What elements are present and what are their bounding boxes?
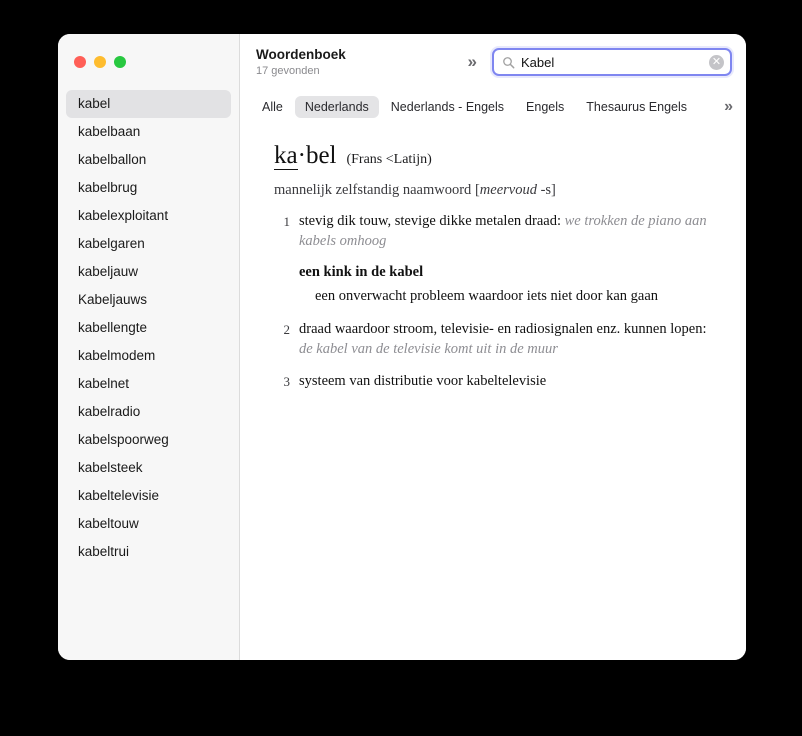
sense-body <box>299 212 716 307</box>
close-window-button[interactable] <box>74 56 86 68</box>
headword-rest: bel <box>305 142 337 169</box>
grammar-line <box>274 182 716 199</box>
sense-entry <box>274 320 716 359</box>
sense-number: 2 <box>283 321 290 337</box>
plural-label: meervoud <box>479 182 537 198</box>
tab-engels[interactable]: Engels <box>526 100 565 114</box>
sense-number: 1 <box>283 214 290 229</box>
tab-thesaurus-engels[interactable]: Thesaurus Engels <box>586 100 688 114</box>
page-title: Woordenboek <box>256 46 346 62</box>
dictionary-tabs <box>240 90 746 124</box>
list-item[interactable]: kabelmodem <box>78 348 156 363</box>
window-controls <box>58 34 239 90</box>
sense-entry <box>274 212 716 307</box>
list-item[interactable]: kabelexploitant <box>78 208 169 223</box>
list-item[interactable]: kabelbaan <box>78 124 141 139</box>
headword-separator: · <box>297 142 306 169</box>
dictionary-entry <box>240 124 746 660</box>
sense-body <box>299 320 716 359</box>
search-icon <box>502 56 515 69</box>
chevron-double-right-icon[interactable]: » <box>467 52 474 71</box>
list-item[interactable]: kabelballon <box>78 152 147 167</box>
main-pane <box>240 34 746 660</box>
list-item[interactable]: kabelnet <box>78 376 130 391</box>
headword <box>274 142 336 170</box>
title-block <box>256 47 454 78</box>
sense-entry <box>274 372 716 392</box>
sense-example: we trokken de piano aan kabels omhoog <box>299 213 707 249</box>
sense-definition: systeem van distributie voor kabeltelevisie <box>299 373 547 390</box>
search-field[interactable] <box>492 48 732 76</box>
list-item[interactable]: kabelbrug <box>78 180 138 195</box>
headword-row <box>274 142 716 170</box>
word-list[interactable] <box>58 90 239 660</box>
list-item[interactable]: Kabeljauws <box>78 292 148 307</box>
tab-nederlands-engels[interactable]: Nederlands - Engels <box>390 100 505 114</box>
toolbar <box>240 34 746 90</box>
sense-definition: draad waardoor stroom, televisie- en radiosignalen enz. kunnen lopen: <box>299 320 707 337</box>
list-item[interactable]: kabeltelevisie <box>78 488 160 503</box>
plural-value: -s] <box>536 182 556 198</box>
list-item[interactable]: kabelgaren <box>78 236 145 251</box>
list-item[interactable]: kabel <box>66 90 231 118</box>
result-count: 17 gevonden <box>256 64 320 77</box>
tab-nederlands[interactable]: Nederlands <box>295 96 379 118</box>
minimize-window-button[interactable] <box>94 56 106 68</box>
list-item[interactable]: kabeltouw <box>78 516 139 531</box>
tab-alle[interactable]: Alle <box>262 100 283 114</box>
subentry-phrase: een kink in de kabel <box>299 264 424 281</box>
etymology: (Frans <Latijn) <box>346 152 432 167</box>
subentry-definition: een onverwacht probleem waardoor iets niet door kan gaan <box>315 288 659 305</box>
part-of-speech: mannelijk zelfstandig naamwoord <box>274 182 472 198</box>
sidebar <box>58 34 240 660</box>
headword-stressed-syllable: ka <box>274 142 298 169</box>
list-item[interactable]: kabeljauw <box>78 264 139 279</box>
list-item[interactable]: kabelradio <box>78 404 141 419</box>
list-item[interactable]: kabeltrui <box>78 544 130 559</box>
sense-example: de kabel van de televisie komt uit in de muur <box>299 340 558 357</box>
sense-number: 3 <box>283 374 290 390</box>
maximize-window-button[interactable] <box>114 56 126 68</box>
tabs-overflow-icon[interactable]: » <box>724 98 730 115</box>
search-input[interactable] <box>521 55 703 70</box>
sense-definition: stevig dik touw, stevige dikke metalen draad: <box>299 213 562 229</box>
sense-body <box>299 372 716 392</box>
list-item[interactable]: kabelsteek <box>78 460 143 475</box>
clear-search-icon[interactable]: ✕ <box>709 55 724 70</box>
plural-bracket-open: [ <box>474 182 480 198</box>
list-item[interactable]: kabelspoorweg <box>78 432 169 447</box>
plural-info <box>475 182 556 198</box>
list-item[interactable]: kabellengte <box>78 320 148 335</box>
dictionary-window <box>58 34 746 660</box>
